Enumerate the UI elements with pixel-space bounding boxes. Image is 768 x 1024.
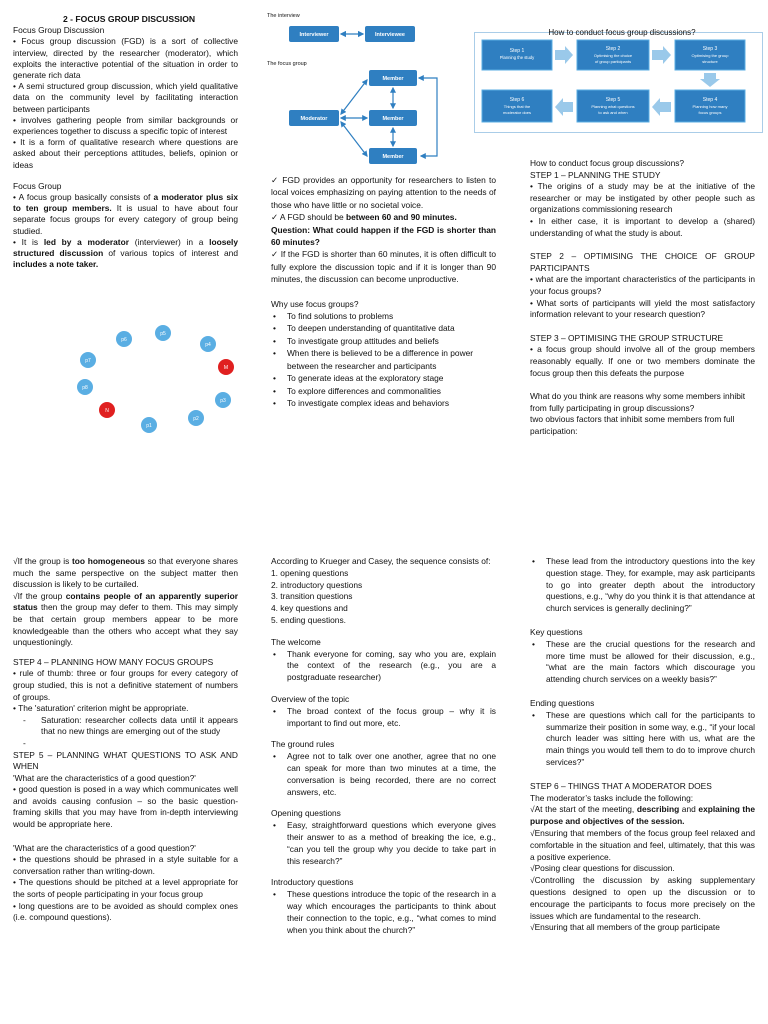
fgd-duration: ✓ A FGD should be between 60 and 90 minutes.	[271, 212, 457, 223]
interviewee-box: Interviewee	[375, 32, 405, 38]
sequence-item: 2. introductory questions	[271, 579, 363, 590]
member-box-3: Member	[382, 154, 404, 160]
why-item: • To generate ideas at the exploratory stage	[271, 372, 496, 384]
step5-question-2: 'What are the characteristics of a good question?'	[13, 842, 196, 853]
sequence-item: 5. ending questions.	[271, 614, 346, 625]
subtitle: Focus Group Discussion	[13, 25, 105, 36]
rules-text: • Agree not to talk over one another, agree that no one can speak for more than two minutes at a time, the conversation is being recorded, there are no correct answers, etc.	[271, 751, 496, 798]
step5-bullet-4: • long questions are to be avoided as should complex ones (i.e. compound questions).	[13, 900, 238, 923]
focus-group-heading: Focus Group	[13, 180, 62, 191]
welcome-text: • Thank everyone for coming, say who you are, explain the context of the research (e.g., you are a postgraduate researcher)	[271, 649, 496, 684]
step5-bullet-2: • the questions should be phrased in a style suitable for a conversation rather than writing-down.	[13, 854, 238, 876]
key-heading: Key questions	[530, 626, 583, 637]
fgd-bullet-4: • It is a form of qualitative research where questions are asked about their perceptions attitudes, beliefs, opinion or ideas	[13, 137, 238, 170]
why-item: • When there is believed to be a difference in power between the researcher and participants	[271, 347, 496, 372]
step3-answer: two obvious factors that inhibit some members from full participation:	[530, 414, 735, 436]
label-p1: p1	[146, 423, 152, 429]
step4-bullet-1: • rule of thumb: three or four groups for every category of group studied, this is not a definitive statement of numbers of groups.	[13, 668, 238, 702]
why-list	[271, 310, 496, 409]
col3-top	[530, 158, 755, 437]
task-2: √Ensuring that members of the focus group feel relaxed and comfortable in the situation and feel, ultimately, that this was a positive experience.	[530, 827, 755, 862]
task-1: √At the start of the meeting, describing and explaining the purpose and objectives of the session.	[530, 804, 755, 827]
step5-bullet-1: • good question is posed in a way which communicates well and avoids causing confusion – so the basic question-framing skills that you may have from in-depth interviewing would be appropriate here.	[13, 784, 238, 830]
fgd-duration-question: Question: What could happen if the FGD is shorter than 60 minutes?	[271, 224, 496, 248]
label-M: M	[223, 365, 229, 371]
step4-bullet-2: • The 'saturation' criterion might be appropriate.	[13, 703, 189, 714]
why-item: • To find solutions to problems	[271, 310, 496, 322]
step1-text: Planning the study	[499, 55, 535, 60]
overview-heading: Overview of the topic	[271, 693, 350, 704]
step2-heading: STEP 2 – OPTIMISING THE CHOICE OF GROUP PARTICIPANTS	[530, 251, 755, 273]
step1-number: Step 1	[509, 48, 525, 54]
label-p3: p3	[220, 398, 226, 404]
task-3: √Posing clear questions for discussion.	[530, 863, 675, 874]
focus-group-bullet-1: • A focus group basically consists of a moderator plus six to ten group members. It is usual to have about four separate focus groups for every category of group being studied.	[13, 192, 238, 236]
why-heading: Why use focus groups?	[271, 298, 359, 309]
steps-diagram	[474, 26, 764, 134]
col2-top	[271, 174, 496, 409]
key-text: • These are the crucial questions for the research and more time must be allowed for their discussion, e.g., “what are the main factors which discourage you attending church services on a weekly basis?”	[530, 639, 755, 686]
step1-bullet-2: • In either case, it is important to develop a (shared) understanding of what the study is about.	[530, 215, 755, 238]
step1-bullet-1: • The origins of a study may be at the initiative of the researcher or may be instigated by other people such as organizations commissioning research	[530, 181, 755, 215]
svg-text:focus groups: focus groups	[698, 110, 722, 115]
welcome-heading: The welcome	[271, 636, 321, 647]
how-to-question: How to conduct focus group discussions?	[530, 158, 685, 168]
label-p2: p2	[193, 416, 199, 422]
interview-label: The interview	[267, 13, 300, 19]
label-p4: p4	[205, 342, 211, 348]
col3-bottom	[530, 556, 755, 934]
step1-heading: STEP 1 – PLANNING THE STUDY	[530, 169, 661, 180]
step3-text: Optimising the group	[691, 53, 729, 58]
sequence-item: 4. key questions and	[271, 603, 348, 614]
step4-heading: STEP 4 – PLANNING HOW MANY FOCUS GROUPS	[13, 656, 214, 667]
status-note: √If the group contains people of an apparently superior status then the group may defer to them. This may simply be that certain group members appear to be more knowledgeable than the others who accept what they say unquestioningly.	[13, 590, 239, 648]
sequence-intro: According to Krueger and Casey, the sequence consists of:	[271, 556, 491, 566]
interviewer-box: Interviewer	[299, 32, 329, 38]
opening-text: • Easy, straightforward questions which everyone gives their answer to as a method of breaking the ice, e.g., “can you tell the group why you decide to take part in this research?”	[271, 820, 496, 867]
step3-number: Step 3	[702, 46, 718, 52]
fgd-bullet-2: • A semi structured group discussion, which yield qualitative data on the community level by facilitating interaction between participants	[13, 81, 238, 114]
step4-dash: -	[23, 737, 26, 748]
introductory-text: • These questions introduce the topic of the research in a way which encourages the participants to think about their connection to the topic, e.g., “what comes to mind when you think about the church?”	[271, 889, 496, 936]
step2-number: Step 2	[605, 46, 621, 52]
why-item: • To investigate group attitudes and beliefs	[271, 335, 496, 347]
label-p6: p6	[121, 337, 127, 343]
ending-heading: Ending questions	[530, 697, 595, 708]
step6-number: Step 6	[509, 97, 525, 103]
interview-diagram	[265, 8, 455, 168]
label-p8: p8	[82, 385, 88, 391]
page-title: 2 - FOCUS GROUP DISCUSSION	[63, 14, 196, 24]
overview-text: • The broad context of the focus group – why it is important to find out more, etc.	[271, 706, 496, 730]
step3-question: What do you think are reasons why some members inhibit from fully participating in group discussions?	[530, 391, 746, 413]
label-N: N	[105, 408, 109, 414]
sequence-item: 3. transition questions	[271, 591, 353, 602]
step6-heading: STEP 6 – THINGS THAT A MODERATOR DOES	[530, 780, 712, 791]
fgd-bullet-3: • involves gathering people from similar backgrounds or experiences together to discuss a specific topic of interest	[13, 114, 238, 137]
label-p5: p5	[160, 331, 166, 337]
step5-text: Planning what questions	[591, 104, 635, 109]
col1-bottom	[13, 556, 238, 924]
step4-number: Step 4	[702, 97, 718, 103]
sequence-item: 1. opening questions	[271, 567, 349, 578]
svg-text:moderator does: moderator does	[502, 110, 532, 115]
homogeneous-note: √If the group is too homogeneous so that everyone shares much the same perspective on the subject matter then discussion is likely to be curtailed.	[13, 556, 238, 590]
step3-bullet-1: • a focus group should involve all of the group members reasonably equally. If one or two members dominate the focus group then this defeats the purpose	[530, 344, 755, 378]
col2-bottom	[271, 556, 496, 936]
fgd-opportunity: ✓ FGD provides an opportunity for researchers to listen to local voices emphasizing on paying attention to the needs of those who have little or no societal voice.	[271, 175, 496, 210]
step5-number: Step 5	[605, 97, 621, 103]
step2-text: Optimising the choice	[593, 53, 633, 58]
svg-text:structure: structure	[702, 59, 718, 64]
step4-text: Planning how many	[692, 104, 728, 109]
step5-heading: STEP 5 – PLANNING WHAT QUESTIONS TO ASK AND WHEN	[13, 749, 238, 772]
introductory-heading: Introductory questions	[271, 877, 354, 888]
step5-question: 'What are the characteristics of a good question?'	[13, 772, 196, 783]
col1-top	[13, 14, 238, 270]
label-p7: p7	[85, 358, 91, 364]
member-box-1: Member	[382, 76, 404, 82]
why-item: • To explore differences and commonalities	[271, 385, 496, 397]
why-item: • To investigate complex ideas and behaviors	[271, 397, 496, 409]
step2-bullet-1: • what are the important characteristics of the participants in your focus groups?	[530, 274, 755, 296]
svg-text:to ask and when: to ask and when	[598, 110, 628, 115]
why-item: • To deepen understanding of quantitative data	[271, 322, 496, 334]
rules-heading: The ground rules	[271, 739, 335, 750]
task-4: √Controlling the discussion by asking supplementary questions designed to open up the discussion or to encourage the participants to focus more precisely on the issues which are fundamental to the research.	[530, 875, 755, 921]
step3-heading: STEP 3 – OPTIMISING THE GROUP STRUCTURE	[530, 332, 724, 343]
task-5: √Ensuring that all members of the group participate	[530, 922, 720, 933]
focus-group-bullet-2: • It is led by a moderator (interviewer) in a loosely structured discussion of various topics of interest and includes a note taker.	[13, 236, 238, 270]
saturation-definition: - Saturation: researcher collects data until it appears that no new things are emerging out of the study	[13, 715, 238, 738]
svg-text:of group participants: of group participants	[594, 59, 632, 64]
ending-text: • These are questions which call for the participants to summarize their position in some way, e.g., “if your local church leader was sitting here with us, what are the main things you would tell them to do to improve church services?”	[530, 710, 755, 769]
moderator-box: Moderator	[300, 116, 328, 122]
opening-heading: Opening questions	[271, 808, 341, 819]
step6-text: Things that the	[503, 104, 531, 109]
step2-bullet-2: • What sorts of participants will yield the most satisfactory information relevant to your research question?	[530, 297, 755, 320]
fgd-duration-answer: ✓ If the FGD is shorter than 60 minutes, it is often difficult to fully explore the discussion topic and if it is longer than 90 minutes, the discussion can become unproductive.	[271, 249, 496, 285]
seating-circle-diagram	[70, 324, 240, 434]
step6-intro: The moderator’s tasks include the following:	[530, 792, 694, 803]
step5-bullet-3: • The questions should be pitched at a level appropriate for the sorts of people participating in your focus group	[13, 877, 238, 900]
focus-group-label: The focus group	[267, 61, 307, 67]
fgd-bullet-1: • Focus group discussion (FGD) is a sort of collective interview, directed by the researcher (moderator), which exploits the interactive potential of the situation in order to generate rich data	[13, 36, 238, 81]
steps-title: How to conduct focus group discussions?	[548, 28, 696, 37]
transition-text: • These lead from the introductory questions into the key question stage. They, for example, may ask participants to go into greater depth about the introductory questions, e.g., “why do you think it is that attendance at church services is generally declining?”	[530, 556, 755, 615]
member-box-2: Member	[382, 116, 404, 122]
